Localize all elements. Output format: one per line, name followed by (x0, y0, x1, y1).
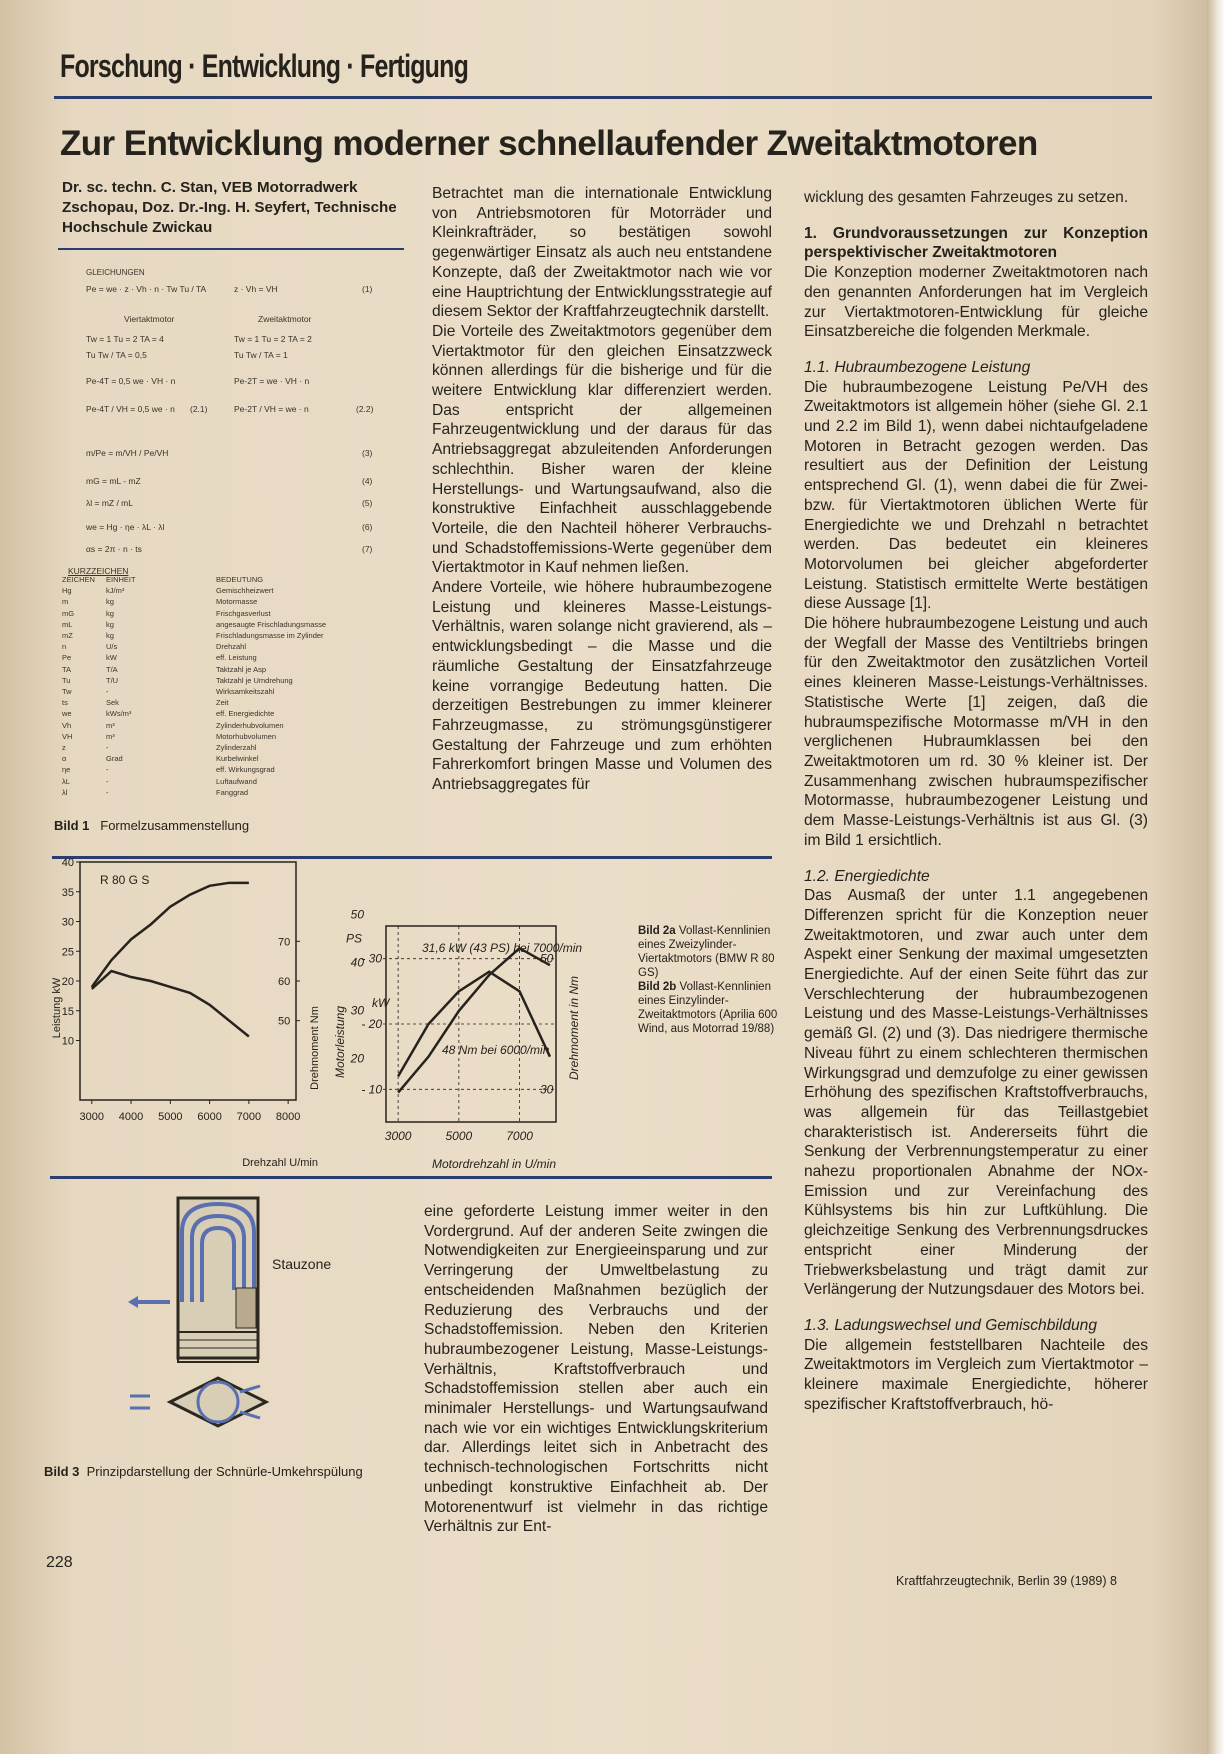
abbr-row (62, 776, 392, 787)
abbreviation-table (62, 574, 392, 798)
figure3-top-rule (50, 1176, 772, 1179)
abbr-row (62, 675, 392, 686)
abbr-meaning: Fanggrad (216, 787, 249, 797)
abbr-symbol: α (62, 754, 67, 764)
abbr-meaning: angesaugte Frischladungsmasse (216, 619, 327, 629)
abbr-symbol: λL (62, 776, 70, 786)
abbr-unit: kg (106, 597, 114, 607)
abbr-meaning: Drehzahl (216, 642, 247, 652)
equation-2-1: Pe-4T / VH = 0,5 we · n (86, 404, 175, 414)
abbr-row (62, 708, 392, 719)
abbr-unit: m³ (106, 731, 115, 741)
abbr-unit: Sek (106, 698, 119, 708)
x-axis-label: Drehzahl U/min (242, 1157, 318, 1169)
x-tick-label: 5000 (445, 1129, 473, 1143)
abbr-heading: KURZZEICHEN (68, 566, 129, 576)
y-axis-label: Motorleistung (333, 1005, 347, 1079)
series-drehmoment-line (92, 971, 249, 1036)
y2-axis-label: Drehmoment Nm (309, 1006, 321, 1090)
chart-bild-2a (48, 858, 348, 1170)
abbr-unit: kW (106, 653, 117, 663)
zweitakt-label: Zweitaktmotor (258, 314, 312, 324)
zweitakt-result: Tu Tw / TA = 1 (234, 350, 288, 360)
abbr-unit: kJ/m³ (106, 586, 125, 596)
abbr-unit: kg (106, 619, 114, 629)
figure2a-caption-label: Bild 2a (638, 925, 676, 937)
abbr-symbol: mZ (62, 631, 73, 641)
middle-continuation: eine geforderte Leistung immer weiter in den Vordergrund. Auf der anderen Seite zwingen die Notwendigkeiten zur Energieeinsparung und zur Verringerung der Umweltbelastung zu entscheidenden Maßnahmen bezüglich der Reduzierung des Verbrauchs und der Schadstoffemission. Neben den Kriterien hubraumbezogener Leistung, Masse-Leistungs-Verhältnis, Kraftstoffverbrauch und Schadstoffemission stellen aber auch ein minimaler Herstellungs- und Wartungsaufwand nach wie vor ein wichtiges Entwicklungskriterium dar. Allerdings leitet sich in Anbetracht des technisch-technologischen Fortschritts nicht unbedingt konstruktive Einfachheit ab. Der Motorenentwurf ist vielmehr in das richtige Verhältnis zur Ent- (424, 1203, 768, 1536)
abbr-meaning: Kurbelwinkel (216, 754, 259, 764)
right-paragraph-1-1a: Die hubraumbezogene Leistung Pe/VH des Zweitaktmotors ist allgemein höher (siehe Gl. 2.1 und 2.2 im Bild 1), wenn dabei nichtaufgeladene Motoren in Betracht gezogen werden. Das resultiert aus der Definition der Leistung entsprechend Gl. (1), wenn dabei die für Zwei- bzw. für Viertaktmotoren üblichen Werte für Energiedichte we und Drehzahl n betrachtet werden. Das bedeutet ein kleineres Motorvolumen bei gleicher abgeforderter Leistung. Statistisch ermittelte Werte bestätigen diese Aussage [1]. (804, 378, 1148, 613)
abbr-symbol: λl (62, 787, 68, 797)
abbr-symbol: TA (62, 664, 72, 674)
abbr-unit: kg (106, 608, 114, 618)
abbr-row (62, 652, 392, 663)
x-tick-label: 3000 (79, 1111, 105, 1123)
abbr-row (62, 686, 392, 697)
abbr-meaning: eff. Leistung (216, 653, 257, 663)
middle-paragraph-3: Andere Vorteile, wie höhere hubraumbezogene Leistung und kleineres Masse-Leistungs-Verhältnis, waren solange nicht gravierend, als – entwicklungsbedingt – die Masse und die räumliche Gestaltung der Einsatzfahrzeuge keine vorrangige Bedeutung hatten. Die derzeitigen Bestrebungen zu immer kleinerer Fahrzeugmasse, zu strömungsgünstigerer Gestaltung der Fahrzeuge und zum erhöhten Fahrerkomfort bringen Masse und Volumen des Antriebsaggregates für (432, 579, 772, 794)
abbr-unit: m³ (106, 720, 115, 730)
series-leistung-line (398, 948, 550, 1092)
abbr-unit: - (106, 776, 109, 786)
kw-tick-label: - 20 (361, 1017, 382, 1031)
abbr-meaning: Motorhubvolumen (216, 731, 277, 741)
equation-4: mG = mL - mZ (86, 476, 141, 486)
kw-unit-label: kW (372, 995, 390, 1010)
abbr-symbol: Tu (62, 675, 71, 685)
figure3-schnuerle-diagram (120, 1192, 320, 1454)
equation-4-number: (4) (362, 476, 373, 486)
abbr-symbol: n (62, 642, 67, 652)
abbr-row (62, 753, 392, 764)
y-tick-label: 25 (61, 946, 74, 959)
viertakt-label: Viertaktmotor (124, 314, 175, 324)
abbr-symbol: m (62, 597, 69, 607)
abbr-row (62, 608, 392, 619)
abbr-symbol: VH (62, 731, 73, 741)
abbr-symbol: Hg (62, 586, 72, 596)
abbr-meaning: Motormasse (216, 597, 258, 607)
abbr-row (62, 720, 392, 731)
abbr-symbol: ts (62, 698, 68, 708)
figure2-caption (638, 924, 778, 1036)
abbr-unit: - (106, 743, 109, 753)
kw-tick-label: - 30 (361, 951, 382, 966)
equation-3-number: (3) (362, 448, 373, 458)
abbr-unit: - (106, 687, 109, 697)
y-tick-label: 35 (61, 886, 74, 899)
zweitakt-values: Tw = 1 Tu = 2 TA = 2 (234, 334, 312, 344)
abbr-row (62, 731, 392, 742)
page-number: 228 (46, 1554, 73, 1571)
figure3-caption-text: Prinzipdarstellung der Schnürle-Umkehrspülung (86, 1464, 363, 1479)
formula-heading: GLEICHUNGEN (86, 268, 145, 277)
equation-2-1-number: (2.1) (190, 404, 208, 414)
abbr-unit: - (106, 765, 109, 775)
abbr-row (62, 630, 392, 641)
figure3-caption-label: Bild 3 (44, 1464, 80, 1479)
stauzone-area (236, 1288, 256, 1328)
heading-1-2: 1.2. Energiedichte (804, 867, 930, 885)
heading-1-3: 1.3. Ladungswechsel und Gemischbildung (804, 1316, 1098, 1334)
x-axis-label: Motordrehzahl in U/min (431, 1157, 557, 1171)
viertakt-result: Tu Tw / TA = 0,5 (86, 350, 147, 360)
abbr-symbol: mL (62, 619, 73, 629)
kw-tick-label: - 10 (361, 1082, 382, 1097)
nm-tick-label: 50 (540, 951, 554, 966)
abbr-unit: T/A (106, 664, 118, 674)
abbr-unit: U/s (106, 642, 118, 652)
equation-7-number: (7) (362, 544, 373, 554)
figure2b-caption-label: Bild 2b (638, 981, 677, 993)
equation-7: αs = 2π · n · ts (86, 544, 142, 554)
page-edge (1207, 0, 1225, 1754)
right-paragraph-1-3: Die allgemein feststellbaren Nachteile des Zweitaktmotors im Vergleich zum Viertaktmotor – kleinere maximale Energiedichte, höherer spezifischer Kraftstoffverbrauch, hö- (804, 1336, 1148, 1413)
article-title: Zur Entwicklung moderner schnellaufender Zweitaktmotoren (60, 124, 1038, 163)
plot-frame (80, 862, 296, 1100)
abbr-meaning: Luftaufwand (216, 776, 257, 786)
power-annotation: 31,6 kW (43 PS) bei 7000/min (422, 941, 583, 955)
header-rule (54, 96, 1152, 99)
abbr-row (62, 641, 392, 652)
equation-5-number: (5) (362, 498, 373, 508)
abbr-meaning: Frischladungsmasse im Zylinder (216, 631, 324, 641)
y2-tick-label: 60 (278, 976, 291, 988)
pe-4t: Pe-4T = 0,5 we · VH · n (86, 376, 176, 386)
right-paragraph-1-1b: Die höhere hubraumbezogene Leistung und auch der Wegfall der Masse des Ventiltriebs bringen für den Zweitaktmotor den zusätzlichen Vorteil eines kleineren Masse-Leistungs-Verhältnisses. Statistische Werte [1] zeigen, daß die hubraumspezifische Motormasse m/VH in den verglichenen Hubraumklassen bei den Zweitaktmotoren um rd. 30 % kleiner ist. Der Zusammenhang zwischen hubraumspezifischer Motormasse, hubraumbezogener Leistung und dem Masse-Leistungs-Verhältnis ist aus Gl. (3) im Bild 1 ersichtlich. (804, 615, 1148, 849)
y-tick-label: 10 (61, 1035, 74, 1048)
abbr-symbol: ηe (62, 765, 71, 775)
pe-2t: Pe-2T = we · VH · n (234, 376, 310, 386)
section-header: Forschung · Entwicklung · Fertigung (60, 48, 469, 84)
abbr-meaning: Zylinderzahl (216, 743, 257, 753)
figure2a-caption-text: Vollast-Kennlinien eines Zweizylinder-Viertaktmotors (BMW R 80 GS) (638, 925, 775, 979)
equation-5: λl = mZ / mL (86, 498, 133, 508)
abbr-symbol: Tw (62, 687, 72, 697)
abbr-meaning: Zeit (216, 698, 229, 708)
equation-2-2-number: (2.2) (356, 404, 374, 414)
y-axis-label: Leistung kW (51, 977, 63, 1039)
right-paragraph-1-2: Das Ausmaß der unter 1.1 angegebenen Differenzen spricht für die Konzeption neuer Zweitaktmotoren, und zwar auch unter dem Aspekt einer Senkung der maximal umgesetzten Energiedichte. Auf der einen Seite führt das zur Verschlechterung der hubraumbezogenen Leistung und des Masse-Leistungs-Verhältnisses gemäß Gl. (2) und (3). Das niedrigere thermische Niveau führt zu einem schlechteren thermischen Wirkungsgrad und demzufolge zu einer gewissen Erhöhung des spezifischen Kraftstoffverbrauchs, was allgemein für das Teillastgebiet charakteristisch ist. Andererseits führt die Senkung der Verbrennungstemperatur zu einer nahezu proportionalen Abnahme der NOx-Emission und zur Vereinfachung des Kühlsystems bis hin zur Luftkühlung. Die gleichzeitige Senkung des Verbrennungsdruckes entspricht einer Minderung der Triebwerksbelastung und trägt damit zur Verlängerung der Nutzungsdauer des Motors bei. (804, 887, 1148, 1299)
abbr-row (62, 585, 392, 596)
journal-footer: Kraftfahrzeugtechnik, Berlin 39 (1989) 8 (896, 1574, 1117, 1588)
equation-6-number: (6) (362, 522, 373, 532)
abbr-symbol: Vh (62, 720, 72, 730)
x-tick-label: 6000 (197, 1111, 222, 1123)
exhaust-arrows (130, 1396, 150, 1408)
abbr-meaning: Frischgasverlust (216, 608, 271, 618)
column-middle (432, 184, 772, 795)
equation-6: we = Hg · ηe · λL · λl (86, 522, 165, 532)
x-tick-label: 7000 (506, 1129, 533, 1143)
ps-tick-label: 20 (350, 1051, 364, 1066)
abbr-meaning: eff. Energiedichte (216, 709, 275, 719)
equation-2-2: Pe-2T / VH = we · n (234, 404, 309, 414)
abbr-symbol: we (62, 709, 72, 719)
abbr-row (62, 596, 392, 607)
abbr-symbol: Pe (62, 653, 72, 663)
column-middle-continuation (424, 1202, 768, 1537)
abbr-meaning: Wirksamkeitszahl (216, 687, 275, 697)
heading-1-1: 1.1. Hubraumbezogene Leistung (804, 358, 1031, 376)
chart-title: R 80 G S (100, 873, 150, 887)
abbr-meaning: Zylinderhubvolumen (216, 720, 284, 730)
heading-1: 1. Grundvoraussetzungen zur Konzeption perspektivischer Zweitaktmotoren (804, 224, 1148, 262)
y-tick-label: 20 (61, 976, 74, 988)
ps-tick-label: 50 (350, 907, 364, 922)
abbr-unit: kg (106, 631, 114, 641)
right-intro: wicklung des gesamten Fahrzeuges zu setzen. (804, 189, 1129, 206)
x-tick-label: 7000 (236, 1111, 262, 1123)
abbr-meaning: Taktzahl je Asp (216, 664, 267, 674)
stauzone-label: Stauzone (272, 1256, 332, 1272)
x-tick-label: 5000 (158, 1111, 183, 1123)
equation-3: m/Pe = m/VH / Pe/VH (86, 448, 169, 458)
figure1-caption-text: Formelzusammenstellung (100, 818, 250, 833)
abbr-symbol: z (62, 743, 66, 753)
x-tick-label: 3000 (384, 1129, 412, 1143)
ps-tick-label: 40 (350, 955, 364, 970)
figure2b-caption-text: Vollast-Kennlinien eines Einzylinder-Zweitaktmotors (Aprilia 600 Wind, aus Motorrad 19/88) (638, 981, 778, 1035)
x-tick-label: 4000 (118, 1111, 144, 1123)
article-authors: Dr. sc. techn. C. Stan, VEB Motorradwerk Zschopau, Doz. Dr.-Ing. H. Seyfert, Technische Hochschule Zwickau (62, 179, 397, 236)
abbr-row (62, 764, 392, 775)
abbr-meaning: eff. Wirkungsgrad (216, 765, 275, 775)
abbr-row (62, 697, 392, 708)
abbr-col-unit: EINHEIT (106, 575, 136, 584)
abbr-unit: Grad (106, 754, 123, 764)
equation-1-number: (1) (362, 284, 373, 294)
viertakt-values: Tw = 1 Tu = 2 TA = 4 (86, 334, 164, 344)
y-tick-label: 30 (61, 916, 74, 929)
abbr-unit: T/U (106, 675, 119, 685)
y2-axis-label: Drehmoment in Nm (567, 975, 581, 1081)
nm-tick-label: 30 (540, 1082, 554, 1097)
abbr-symbol: mG (62, 608, 75, 618)
y2-tick-label: 70 (278, 936, 291, 949)
abbr-col-meaning: BEDEUTUNG (216, 575, 264, 584)
abbr-unit: kWs/m³ (106, 709, 132, 719)
y-tick-label: 40 (61, 857, 74, 869)
middle-paragraph-1: Betrachtet man die internationale Entwicklung von Antriebsmotoren für Motorräder und Kleinkrafträder, so bestätigen sowohl gegenwärtiger Einsatz als auch neu entstandene Konzepte, daß der Zweitaktmotor nach wie vor eine Hauptrichtung der Entwicklungsstrategie auf diesem Sektor der Kraftfahrzeugtechnik darstellt. (432, 185, 772, 321)
ps-tick-label: 30 (350, 1003, 364, 1018)
abbr-unit: - (106, 787, 109, 797)
abbr-row (62, 664, 392, 675)
y2-tick-label: 50 (278, 1015, 291, 1028)
x-tick-label: 8000 (275, 1111, 301, 1123)
abbr-row (62, 619, 392, 630)
torque-annotation: 48 Nm bei 6000/min (442, 1043, 550, 1057)
outlet-arrow-head (128, 1296, 138, 1308)
right-paragraph-1: Die Konzeption moderner Zweitaktmotoren nach den genannten Anforderungen hat im Vergleich zur Viertaktmotoren-Entwicklung für gleiche Einsatzbereiche die folgenden Merkmale. (804, 264, 1148, 341)
abbr-meaning: Taktzahl je Umdrehung (216, 675, 293, 685)
authors-rule (58, 248, 404, 250)
ps-unit-label: PS (346, 931, 363, 946)
abbr-col-symbol: ZEICHEN (62, 575, 95, 584)
abbr-meaning: Gemischheizwert (216, 586, 274, 596)
equation-1b: z · Vh = VH (234, 284, 278, 294)
column-right (804, 188, 1148, 1414)
figure3-caption (44, 1464, 363, 1480)
equation-1: Pe = we · z · Vh · n · Tw Tu / TA (86, 284, 207, 294)
y-tick-label: 15 (61, 1005, 74, 1018)
middle-paragraph-2: Die Vorteile des Zweitaktmotors gegenüber dem Viertaktmotor für den gleichen Einsatzzweck können allerdings für die bisherige und für die weitere Entwicklung klar differenziert werden. Das entspricht der allgemeinen Fahrzeugentwicklung und der daraus für das Antriebsaggregat abzuleitenden Anforderungen schlechthin. Bisher waren der kleine Herstellungs- und Wartungsaufwand, also die konstruktive Einfachheit ausschlaggebende Vorteile, die den Nachteil höherer Verbrauchs- und Schadstoffemissions-Werte gegenüber dem Viertaktmotor in Kauf nehmen ließen. (432, 322, 772, 577)
figure1-caption (54, 818, 249, 834)
section-view (170, 1378, 266, 1426)
figure1-caption-label: Bild 1 (54, 818, 90, 833)
chart-bild-2b (333, 907, 628, 1174)
formula-box (54, 264, 394, 809)
abbr-row (62, 742, 392, 753)
abbr-row (62, 787, 392, 798)
